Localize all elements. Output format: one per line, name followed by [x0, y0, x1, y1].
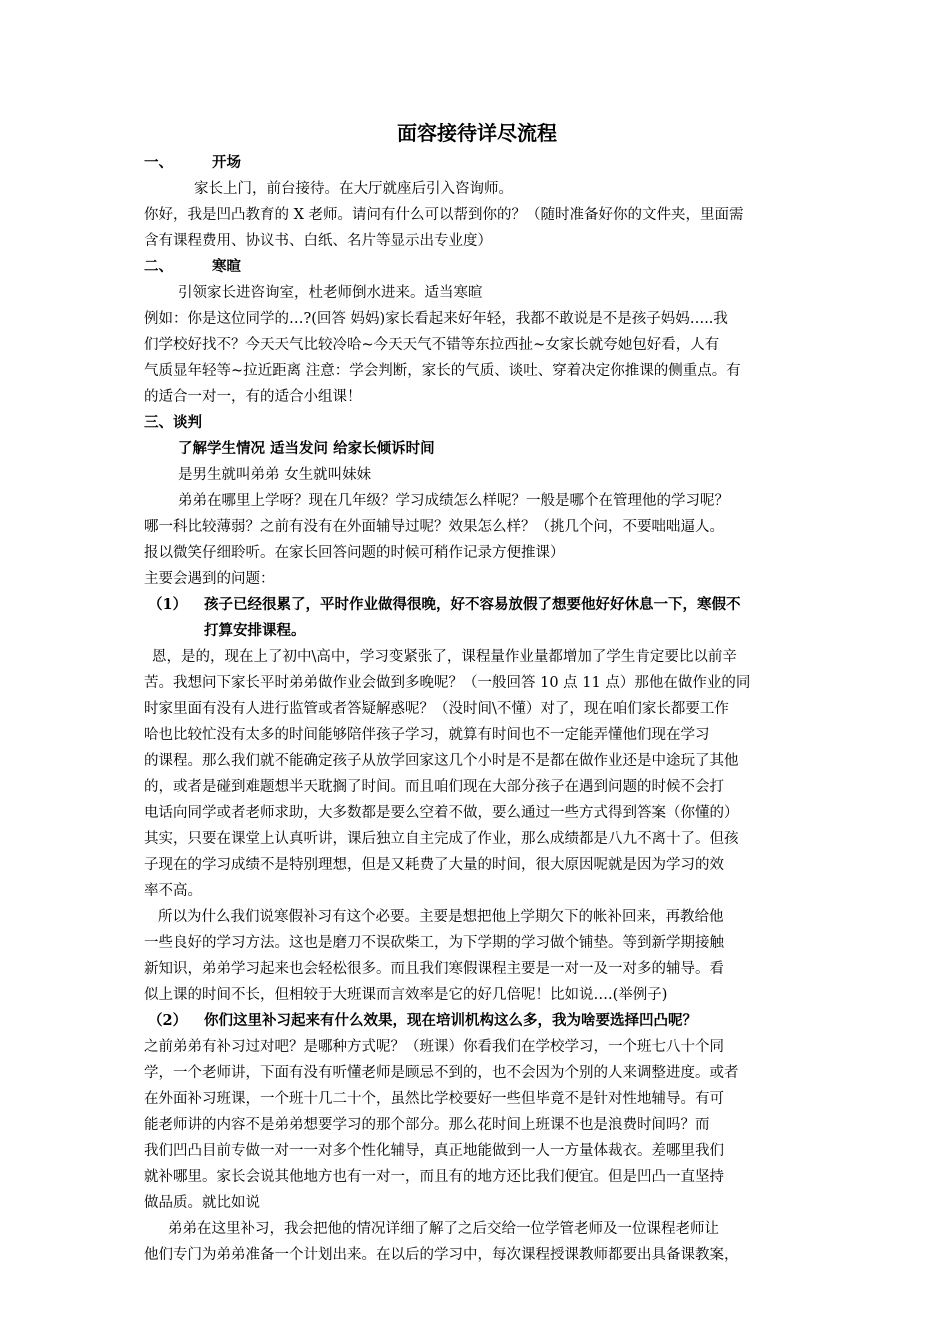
- paragraph-line: 们学校好找不？今天天气比较冷哈~今天天气不错等东拉西扯~女家长就夸她包好看，人有: [144, 337, 720, 353]
- answer-line: 恩，是的，现在上了初中\高中，学习变紧张了，课程量作业量都增加了学生肯定要比以前辛: [152, 649, 737, 665]
- document-page: [144, 118, 810, 1268]
- answer-line: 子现在的学习成绩不是特别理想，但是又耗费了大量的时间，很大原因呢就是因为学习的效: [144, 857, 724, 873]
- answer-line: 苦。我想问下家长平时弟弟做作业会做到多晚呢？（一般回答 10 点 11 点）那他在做作业的同: [144, 675, 751, 691]
- question-text: 你们这里补习起来有什么效果，现在培训机构这么多，我为啥要选择凹凸呢？: [204, 1012, 697, 1029]
- paragraph-line: 是男生就叫弟弟 女生就叫妹妹: [178, 467, 372, 483]
- paragraph-line: 主要会遇到的问题：: [144, 571, 275, 587]
- answer-line: 学，一个老师讲，下面有没有听懂老师是顾忌不到的，也不会因为个别的人来调整进度。或者: [144, 1065, 739, 1081]
- answer-line: 他们专门为弟弟准备一个计划出来。在以后的学习中，每次课程授课教师都要出具备课教案，: [144, 1247, 739, 1263]
- answer-line: 所以为什么我们说寒假补习有这个必要。主要是想把他上学期欠下的帐补回来，再教给他: [158, 909, 724, 925]
- section-number: 一、: [144, 154, 173, 171]
- document-title: 面容接待详尽流程: [397, 121, 557, 145]
- paragraph-line: 家长上门，前台接待。在大厅就座后引入咨询师。: [194, 181, 513, 197]
- section-heading-negotiation: 三、谈判: [144, 414, 202, 431]
- answer-line: 率不高。: [144, 883, 202, 899]
- answer-line: 的，或者是碰到难题想半天耽搁了时间。而且咱们现在大部分孩子在遇到问题的时候不会打: [144, 779, 724, 795]
- question-item-2: [144, 1008, 810, 1034]
- section-title: 开场: [212, 154, 241, 171]
- question-item-1: [144, 592, 810, 644]
- answer-line: 哈也比较忙没有太多的时间能够陪伴孩子学习，就算有时间也不一定能弄懂他们现在学习: [144, 727, 710, 743]
- answer-line: 似上课的时间不长，但相较于大班课而言效率是它的好几倍呢！比如说….(举例子): [144, 987, 668, 1003]
- paragraph-line: 气质显年轻等~拉近距离 注意：学会判断，家长的气质、谈吐、穿着决定你推课的侧重点。有: [144, 363, 741, 379]
- answer-line: 在外面补习班课，一个班十几二十个，虽然比学校要好一些但毕竟不是针对性地辅导。有可: [144, 1091, 724, 1107]
- answer-line: 新知识，弟弟学习起来也会轻松很多。而且我们寒假课程主要是一对一及一对多的辅导。看: [144, 961, 724, 977]
- question-text: 孩子已经很累了，平时作业做得很晚，好不容易放假了想要他好好休息一下，寒假不: [204, 596, 741, 613]
- answer-line: 其实，只要在课堂上认真听讲，课后独立自主完成了作业，那么成绩都是八九不离十了。但孩: [144, 831, 739, 847]
- paragraph-line: 引领家长进咨询室，杜老师倒水进来。适当寒暄: [178, 285, 483, 301]
- section-heading-opening: [144, 150, 810, 176]
- section-number: 二、: [144, 258, 173, 275]
- answer-line: 弟弟在这里补习，我会把他的情况详细了解了之后交给一位学管老师及一位课程老师让: [168, 1221, 719, 1237]
- paragraph-line: 你好，我是凹凸教育的 X 老师。请问有什么可以帮到你的？（随时准备好你的文件夹，里面需: [144, 207, 744, 223]
- answer-line: 电话向同学或者老师求助，大多数都是要么空着不做，要么通过一些方式得到答案（你懂的）: [144, 805, 739, 821]
- paragraph-line: 的适合一对一，有的适合小组课！: [144, 389, 362, 405]
- answer-line: 能老师讲的内容不是弟弟想要学习的那个部分。那么花时间上班课不也是浪费时间吗？而: [144, 1117, 710, 1133]
- answer-line: 时家里面有没有人进行监管或者答疑解惑呢？（没时间\不懂）对了，现在咱们家长都要工作: [144, 701, 729, 717]
- paragraph-line: 弟弟在哪里上学呀？现在几年级？学习成绩怎么样呢？一般是哪个在管理他的学习呢？: [178, 493, 729, 509]
- answer-line: 一些良好的学习方法。这也是磨刀不误砍柴工，为下学期的学习做个铺垫。等到新学期接触: [144, 935, 724, 951]
- answer-line: 之前弟弟有补习过对吧？是哪种方式呢？（班课）你看我们在学校学习，一个班七八十个同: [144, 1039, 724, 1055]
- question-number: （2）: [148, 1012, 188, 1029]
- section-heading-greeting: [144, 254, 810, 280]
- section-subheading: 了解学生情况 适当发问 给家长倾诉时间: [178, 440, 435, 457]
- answer-line: 做品质。就比如说: [144, 1195, 260, 1211]
- answer-line: 就补哪里。家长会说其他地方也有一对一，而且有的地方还比我们便宜。但是凹凸一直坚持: [144, 1169, 724, 1185]
- paragraph-line: 含有课程费用、协议书、白纸、名片等显示出专业度）: [144, 233, 492, 249]
- paragraph-line: 报以微笑仔细聆听。在家长回答问题的时候可稍作记录方便推课）: [144, 545, 565, 561]
- paragraph-line: 例如：你是这位同学的…?(回答 妈妈)家长看起来好年轻，我都不敢说是不是孩子妈妈…..我: [144, 311, 728, 327]
- paragraph-line: 哪一科比较薄弱？之前有没有在外面辅导过呢？效果怎么样？（挑几个问，不要咄咄逼人。: [144, 519, 724, 535]
- answer-line: 的课程。那么我们就不能确定孩子从放学回家这几个小时是不是都在做作业还是中途玩了其他: [144, 753, 739, 769]
- question-text: 打算安排课程。: [204, 622, 306, 639]
- section-title: 寒暄: [212, 258, 241, 275]
- question-number: （1）: [148, 596, 188, 613]
- answer-line: 我们凹凸目前专做一对一一对多个性化辅导，真正地能做到一人一方量体裁衣。差哪里我们: [144, 1143, 724, 1159]
